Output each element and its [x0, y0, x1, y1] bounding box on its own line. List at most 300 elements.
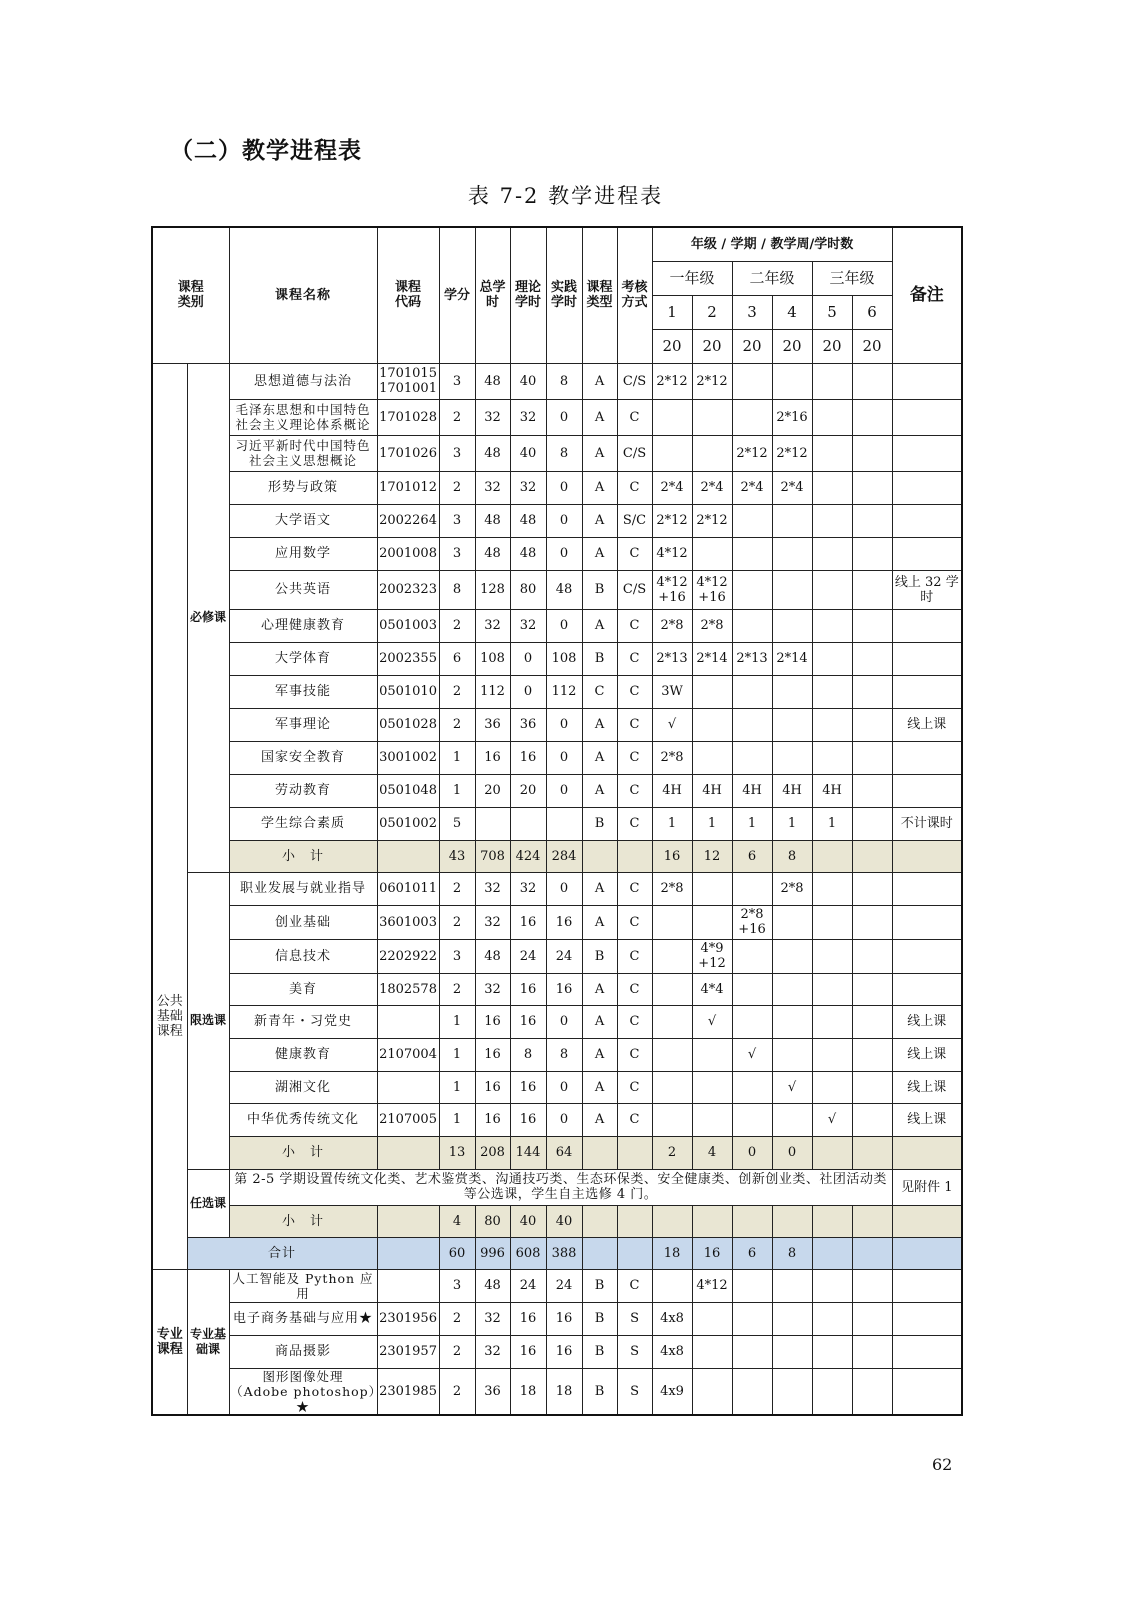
- term-hours: [852, 363, 892, 399]
- header-course-name: 课程名称: [229, 227, 377, 363]
- course-exam: C: [617, 939, 652, 973]
- term-hours: [852, 399, 892, 435]
- course-code: 1802578: [377, 973, 439, 1005]
- course-exam: C: [617, 642, 652, 675]
- course-total-hours: 20: [475, 774, 510, 807]
- term-hours: 4x8: [652, 1302, 692, 1335]
- term-hours: [812, 1335, 852, 1368]
- term-hours: [652, 973, 692, 1005]
- course-practice-hours: 112: [546, 675, 582, 708]
- course-credits: 2: [439, 609, 475, 642]
- subtotal-term: [772, 1205, 812, 1237]
- course-practice-hours: 0: [546, 774, 582, 807]
- course-code: 0501003: [377, 609, 439, 642]
- header-total-hours: 总学 时: [475, 227, 510, 363]
- course-code: 1701026: [377, 435, 439, 471]
- course-exam: S/C: [617, 504, 652, 537]
- header-course-code: 课程 代码: [377, 227, 439, 363]
- header-course-type: 课程 类型: [582, 227, 617, 363]
- term-hours: [732, 1335, 772, 1368]
- course-total-hours: 112: [475, 675, 510, 708]
- course-theory-hours: 16: [510, 1302, 546, 1335]
- term-hours: [732, 609, 772, 642]
- course-total-hours: 16: [475, 1071, 510, 1103]
- term-hours: [692, 741, 732, 774]
- term-hours: [772, 1269, 812, 1302]
- course-name: 商品摄影: [229, 1335, 377, 1368]
- course-total-hours: 32: [475, 609, 510, 642]
- term-hours: 2*12: [652, 363, 692, 399]
- term-hours: 4*12: [692, 1269, 732, 1302]
- course-remark: [892, 1335, 962, 1368]
- term-hours: [772, 363, 812, 399]
- term-hours: 2*14: [692, 642, 732, 675]
- term-hours: [852, 504, 892, 537]
- course-exam: C: [617, 708, 652, 741]
- subtotal-theory: 40: [510, 1205, 546, 1237]
- course-exam: C: [617, 1269, 652, 1302]
- course-row: [152, 363, 962, 399]
- term-hours: 4*12: [652, 537, 692, 570]
- course-remark: [892, 774, 962, 807]
- term-hours: 2*16: [772, 399, 812, 435]
- term-hours: [732, 741, 772, 774]
- subtotal-row: [152, 840, 962, 872]
- category-professional: 专业 课程: [152, 1269, 187, 1415]
- course-exam: C: [617, 399, 652, 435]
- term-hours: 2*12: [732, 435, 772, 471]
- term-hours: [852, 905, 892, 939]
- course-code: 1701012: [377, 471, 439, 504]
- course-theory-hours: 16: [510, 1005, 546, 1038]
- course-practice-hours: 0: [546, 504, 582, 537]
- course-credits: 1: [439, 1005, 475, 1038]
- course-row: [152, 1302, 962, 1335]
- course-exam: C: [617, 1038, 652, 1071]
- term-hours: 4H: [732, 774, 772, 807]
- course-total-hours: 32: [475, 905, 510, 939]
- course-practice-hours: 16: [546, 1302, 582, 1335]
- term-hours: 3W: [652, 675, 692, 708]
- course-name: 国家安全教育: [229, 741, 377, 774]
- course-code: 1701028: [377, 399, 439, 435]
- section-heading: （二）教学进程表: [170, 138, 362, 164]
- course-total-hours: 32: [475, 471, 510, 504]
- term-hours: [852, 872, 892, 905]
- course-credits: 1: [439, 1071, 475, 1103]
- term-hours: [732, 1071, 772, 1103]
- course-practice-hours: 0: [546, 872, 582, 905]
- term-hours: [652, 1005, 692, 1038]
- course-type: A: [582, 363, 617, 399]
- course-name: 军事技能: [229, 675, 377, 708]
- course-type: B: [582, 807, 617, 840]
- course-credits: 5: [439, 807, 475, 840]
- header-term: 3: [732, 295, 772, 329]
- header-exam-method: 考核 方式: [617, 227, 652, 363]
- course-practice-hours: 8: [546, 1038, 582, 1071]
- course-remark: 线上 32 学 时: [892, 570, 962, 609]
- term-hours: [692, 1302, 732, 1335]
- subtotal-credits: 4: [439, 1205, 475, 1237]
- course-credits: 3: [439, 435, 475, 471]
- subtotal-term: 2: [652, 1136, 692, 1169]
- course-name: 毛泽东思想和中国特色 社会主义理论体系概论: [229, 399, 377, 435]
- subtotal-exam: [617, 840, 652, 872]
- term-hours: √: [652, 708, 692, 741]
- term-hours: [852, 939, 892, 973]
- course-remark: [892, 363, 962, 399]
- course-theory-hours: 20: [510, 774, 546, 807]
- term-hours: [812, 435, 852, 471]
- course-remark: [892, 973, 962, 1005]
- course-remark: [892, 471, 962, 504]
- course-exam: C/S: [617, 363, 652, 399]
- course-theory-hours: 16: [510, 905, 546, 939]
- category-professional-basic: 专业基 础课: [187, 1269, 229, 1415]
- subtotal-exam: [617, 1136, 652, 1169]
- header-weeks: 20: [852, 329, 892, 363]
- course-practice-hours: 0: [546, 1071, 582, 1103]
- course-theory-hours: 16: [510, 741, 546, 774]
- course-exam: C: [617, 741, 652, 774]
- course-theory-hours: 16: [510, 1103, 546, 1136]
- course-exam: S: [617, 1368, 652, 1415]
- course-practice-hours: 24: [546, 939, 582, 973]
- subtotal-term: 6: [732, 1237, 772, 1269]
- term-hours: [772, 1038, 812, 1071]
- course-total-hours: 48: [475, 1269, 510, 1302]
- course-type: B: [582, 642, 617, 675]
- term-hours: [852, 807, 892, 840]
- course-credits: 2: [439, 1368, 475, 1415]
- term-hours: [852, 471, 892, 504]
- course-practice-hours: 108: [546, 642, 582, 675]
- course-exam: C: [617, 872, 652, 905]
- course-remark: [892, 939, 962, 973]
- subtotal-row: [152, 1205, 962, 1237]
- course-type: B: [582, 1269, 617, 1302]
- subtotal-term: 8: [772, 1237, 812, 1269]
- subtotal-total: 80: [475, 1205, 510, 1237]
- subtotal-term: [852, 1205, 892, 1237]
- course-exam: C: [617, 1005, 652, 1038]
- subtotal-term: 6: [732, 840, 772, 872]
- course-type: B: [582, 1335, 617, 1368]
- course-practice-hours: 48: [546, 570, 582, 609]
- term-hours: [692, 1103, 732, 1136]
- course-code: 2301957: [377, 1335, 439, 1368]
- term-hours: [812, 872, 852, 905]
- term-hours: [772, 504, 812, 537]
- course-total-hours: 48: [475, 939, 510, 973]
- term-hours: [812, 1368, 852, 1415]
- course-theory-hours: 16: [510, 973, 546, 1005]
- course-total-hours: 16: [475, 1038, 510, 1071]
- term-hours: [692, 1368, 732, 1415]
- term-hours: [772, 675, 812, 708]
- course-practice-hours: 16: [546, 973, 582, 1005]
- term-hours: [812, 741, 852, 774]
- subtotal-theory: 424: [510, 840, 546, 872]
- term-hours: [852, 1005, 892, 1038]
- course-name: 新青年・习党史: [229, 1005, 377, 1038]
- course-practice-hours: 0: [546, 708, 582, 741]
- term-hours: [852, 1071, 892, 1103]
- course-credits: 2: [439, 905, 475, 939]
- course-row: [152, 973, 962, 1005]
- course-remark: [892, 905, 962, 939]
- term-hours: [692, 537, 732, 570]
- course-practice-hours: [546, 807, 582, 840]
- term-hours: 4H: [692, 774, 732, 807]
- course-theory-hours: 32: [510, 471, 546, 504]
- course-exam: C: [617, 675, 652, 708]
- subtotal-term: 4: [692, 1136, 732, 1169]
- term-hours: 4H: [652, 774, 692, 807]
- header-theory-hours: 理论 学时: [510, 227, 546, 363]
- course-code: 2002264: [377, 504, 439, 537]
- term-hours: [772, 1302, 812, 1335]
- course-remark: [892, 609, 962, 642]
- course-credits: 6: [439, 642, 475, 675]
- term-hours: [852, 1103, 892, 1136]
- subtotal-remark: [892, 1237, 962, 1269]
- course-theory-hours: 40: [510, 435, 546, 471]
- course-total-hours: 48: [475, 435, 510, 471]
- course-row: [152, 807, 962, 840]
- course-remark: 线上课: [892, 1005, 962, 1038]
- course-remark: [892, 435, 962, 471]
- course-total-hours: 36: [475, 1368, 510, 1415]
- course-code: 2107005: [377, 1103, 439, 1136]
- term-hours: [652, 1103, 692, 1136]
- course-theory-hours: 16: [510, 1335, 546, 1368]
- term-hours: [852, 1302, 892, 1335]
- term-hours: [692, 905, 732, 939]
- category-optional: 任选课: [187, 1169, 229, 1237]
- subtotal-theory: 144: [510, 1136, 546, 1169]
- subtotal-label: 小 计: [229, 1205, 377, 1237]
- subtotal-term: [852, 840, 892, 872]
- course-exam: C: [617, 774, 652, 807]
- term-hours: [732, 1005, 772, 1038]
- term-hours: [692, 675, 732, 708]
- course-exam: C: [617, 1071, 652, 1103]
- term-hours: [812, 1269, 852, 1302]
- course-remark: 线上课: [892, 1071, 962, 1103]
- header-term: 1: [652, 295, 692, 329]
- course-credits: 3: [439, 504, 475, 537]
- term-hours: [772, 741, 812, 774]
- course-code: 2301985: [377, 1368, 439, 1415]
- course-name: 中华优秀传统文化: [229, 1103, 377, 1136]
- course-remark: [892, 399, 962, 435]
- subtotal-code: [377, 840, 439, 872]
- term-hours: [772, 973, 812, 1005]
- term-hours: 2*12: [692, 504, 732, 537]
- subtotal-credits: 43: [439, 840, 475, 872]
- course-credits: 2: [439, 1302, 475, 1335]
- course-theory-hours: 0: [510, 642, 546, 675]
- term-hours: 4x9: [652, 1368, 692, 1415]
- term-hours: [732, 939, 772, 973]
- course-remark: [892, 675, 962, 708]
- course-credits: 3: [439, 363, 475, 399]
- course-exam: C: [617, 905, 652, 939]
- term-hours: 4x8: [652, 1335, 692, 1368]
- course-type: C: [582, 675, 617, 708]
- term-hours: 1: [732, 807, 772, 840]
- term-hours: [812, 675, 852, 708]
- course-total-hours: 32: [475, 399, 510, 435]
- term-hours: [852, 1269, 892, 1302]
- course-theory-hours: 36: [510, 708, 546, 741]
- term-hours: √: [692, 1005, 732, 1038]
- course-exam: C: [617, 471, 652, 504]
- subtotal-term: [852, 1136, 892, 1169]
- course-practice-hours: 18: [546, 1368, 582, 1415]
- term-hours: [772, 939, 812, 973]
- header-weeks: 20: [652, 329, 692, 363]
- course-type: A: [582, 872, 617, 905]
- course-name: 应用数学: [229, 537, 377, 570]
- term-hours: [652, 1269, 692, 1302]
- course-theory-hours: 8: [510, 1038, 546, 1071]
- term-hours: [692, 872, 732, 905]
- course-code: 0501010: [377, 675, 439, 708]
- subtotal-term: 0: [772, 1136, 812, 1169]
- course-type: A: [582, 1071, 617, 1103]
- header-weeks: 20: [772, 329, 812, 363]
- term-hours: [732, 973, 772, 1005]
- subtotal-remark: [892, 1136, 962, 1169]
- course-practice-hours: 24: [546, 1269, 582, 1302]
- course-remark: [892, 1269, 962, 1302]
- category-required: 必修课: [187, 363, 229, 872]
- term-hours: [732, 363, 772, 399]
- course-row: [152, 939, 962, 973]
- course-type: A: [582, 708, 617, 741]
- course-total-hours: 48: [475, 504, 510, 537]
- course-theory-hours: 24: [510, 1269, 546, 1302]
- term-hours: 1: [812, 807, 852, 840]
- term-hours: 1: [652, 807, 692, 840]
- course-credits: 1: [439, 1038, 475, 1071]
- course-row: [152, 570, 962, 609]
- term-hours: 4*4: [692, 973, 732, 1005]
- course-credits: 2: [439, 708, 475, 741]
- term-hours: [772, 1368, 812, 1415]
- header-term: 6: [852, 295, 892, 329]
- header-grade-3: 三年级: [812, 261, 892, 295]
- course-row: [152, 1335, 962, 1368]
- term-hours: 2*8: [652, 609, 692, 642]
- subtotal-term: [812, 1205, 852, 1237]
- header-weeks: 20: [812, 329, 852, 363]
- course-name: 军事理论: [229, 708, 377, 741]
- term-hours: 2*4: [652, 471, 692, 504]
- term-hours: 2*14: [772, 642, 812, 675]
- subtotal-type: [582, 1136, 617, 1169]
- course-total-hours: 16: [475, 741, 510, 774]
- course-code: [377, 1071, 439, 1103]
- course-code: [377, 1005, 439, 1038]
- term-hours: 2*8: [652, 872, 692, 905]
- term-hours: [732, 675, 772, 708]
- term-hours: [812, 1302, 852, 1335]
- term-hours: 4H: [812, 774, 852, 807]
- course-code: 3601003: [377, 905, 439, 939]
- course-name: 人工智能及 Python 应用: [229, 1269, 377, 1302]
- course-row: [152, 1103, 962, 1136]
- course-exam: C: [617, 537, 652, 570]
- course-total-hours: 32: [475, 1302, 510, 1335]
- course-theory-hours: 32: [510, 609, 546, 642]
- header-term: 5: [812, 295, 852, 329]
- course-remark: 不计课时: [892, 807, 962, 840]
- course-name: 公共英语: [229, 570, 377, 609]
- course-exam: C: [617, 807, 652, 840]
- course-total-hours: 32: [475, 1335, 510, 1368]
- term-hours: [732, 537, 772, 570]
- subtotal-code: [377, 1205, 439, 1237]
- course-exam: C: [617, 973, 652, 1005]
- term-hours: [852, 708, 892, 741]
- course-theory-hours: 48: [510, 537, 546, 570]
- course-type: B: [582, 939, 617, 973]
- subtotal-term: 18: [652, 1237, 692, 1269]
- course-practice-hours: 0: [546, 471, 582, 504]
- subtotal-total: 208: [475, 1136, 510, 1169]
- course-theory-hours: [510, 807, 546, 840]
- course-type: A: [582, 399, 617, 435]
- term-hours: 2*8: [652, 741, 692, 774]
- course-code: 3001002: [377, 741, 439, 774]
- course-practice-hours: 0: [546, 609, 582, 642]
- term-hours: 2*12: [772, 435, 812, 471]
- subtotal-remark: [892, 840, 962, 872]
- header-grade-1: 一年级: [652, 261, 732, 295]
- subtotal-practice: 284: [546, 840, 582, 872]
- term-hours: 2*8: [692, 609, 732, 642]
- course-type: A: [582, 741, 617, 774]
- course-code: 2002355: [377, 642, 439, 675]
- term-hours: [692, 1335, 732, 1368]
- course-remark: [892, 741, 962, 774]
- term-hours: 2*13: [652, 642, 692, 675]
- course-name: 职业发展与就业指导: [229, 872, 377, 905]
- course-remark: [892, 642, 962, 675]
- course-row: [152, 642, 962, 675]
- term-hours: [692, 708, 732, 741]
- subtotal-code: [377, 1136, 439, 1169]
- course-credits: 3: [439, 1269, 475, 1302]
- course-remark: [892, 537, 962, 570]
- term-hours: [852, 1368, 892, 1415]
- term-hours: [812, 399, 852, 435]
- course-name: 创业基础: [229, 905, 377, 939]
- term-hours: 4*9 +12: [692, 939, 732, 973]
- term-hours: [772, 905, 812, 939]
- course-code: 2002323: [377, 570, 439, 609]
- term-hours: [652, 939, 692, 973]
- course-code: 2107004: [377, 1038, 439, 1071]
- subtotal-type: [582, 840, 617, 872]
- course-name: 形势与政策: [229, 471, 377, 504]
- course-total-hours: 48: [475, 363, 510, 399]
- course-total-hours: [475, 807, 510, 840]
